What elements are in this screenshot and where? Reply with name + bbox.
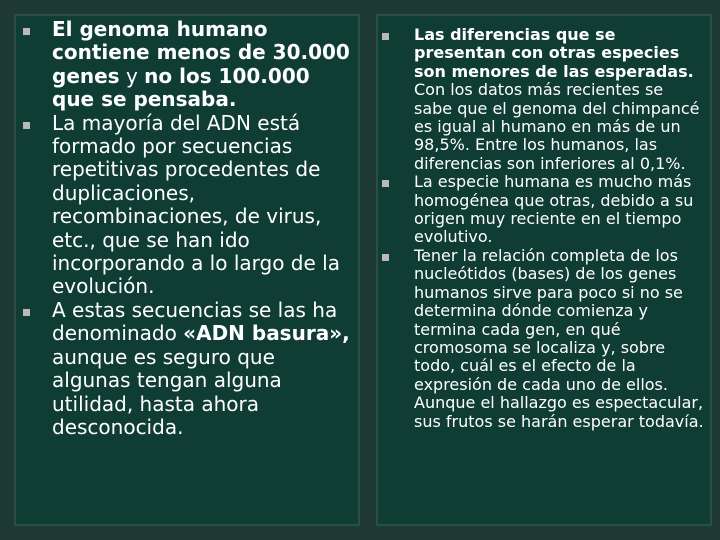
list-item — [16, 18, 350, 112]
list-item — [378, 173, 706, 247]
item-bold-text: no los 100.000 que se pensaba. — [52, 63, 310, 112]
item-text: y — [119, 63, 145, 88]
list-item — [378, 26, 706, 173]
square-bullet-icon — [382, 180, 389, 187]
item-bold-text: «ADN basura», — [183, 321, 350, 346]
item-bold-text: Las diferencias que se presentan con otras especies son menores de las esperadas. — [414, 25, 694, 81]
right-text-panel — [376, 14, 712, 526]
left-bullet-list — [16, 18, 350, 439]
square-bullet-icon — [23, 309, 30, 316]
square-bullet-icon — [23, 122, 30, 129]
item-text: A estas secuencias se las ha denominado — [52, 297, 338, 346]
left-text-panel — [14, 14, 360, 526]
item-text: La mayoría del ADN está formado por secuencias repetitivas procedentes de duplicaciones, recombinaciones, de virus, etc., que se han ido incorporando a lo largo de la evolución. — [52, 110, 340, 299]
right-bullet-list — [378, 26, 706, 431]
item-text: aunque es seguro que algunas tengan alguna utilidad, hasta ahora desconocida. — [52, 344, 282, 439]
item-text: La especie humana es mucho más homogénea que otras, debido a su origen muy reciente en el tiempo evolutivo. — [414, 172, 694, 247]
item-text: Con los datos más recientes se sabe que el genoma del chimpancé es igual al humano en más de un 98,5%. Entre los humanos, las diferencias son inferiores al 0,1%. — [414, 80, 700, 173]
list-item — [378, 247, 706, 431]
square-bullet-icon — [382, 254, 389, 261]
item-text: Tener la relación completa de los nucleótidos (bases) de los genes humanos sirve para poco si no se determina dónde comienza y termina cada gen, en qué cromosoma se localiza y, sobre todo, cuál es el efecto de la expresión de cada uno de ellos. Aunque el hallazgo es espectacular, sus frutos se harán esperar todavía. — [414, 245, 704, 431]
list-item — [16, 112, 350, 299]
item-bold-text: El genoma humano contiene menos de 30.000 genes — [52, 17, 350, 88]
square-bullet-icon — [382, 33, 389, 40]
square-bullet-icon — [23, 28, 30, 35]
list-item — [16, 299, 350, 439]
